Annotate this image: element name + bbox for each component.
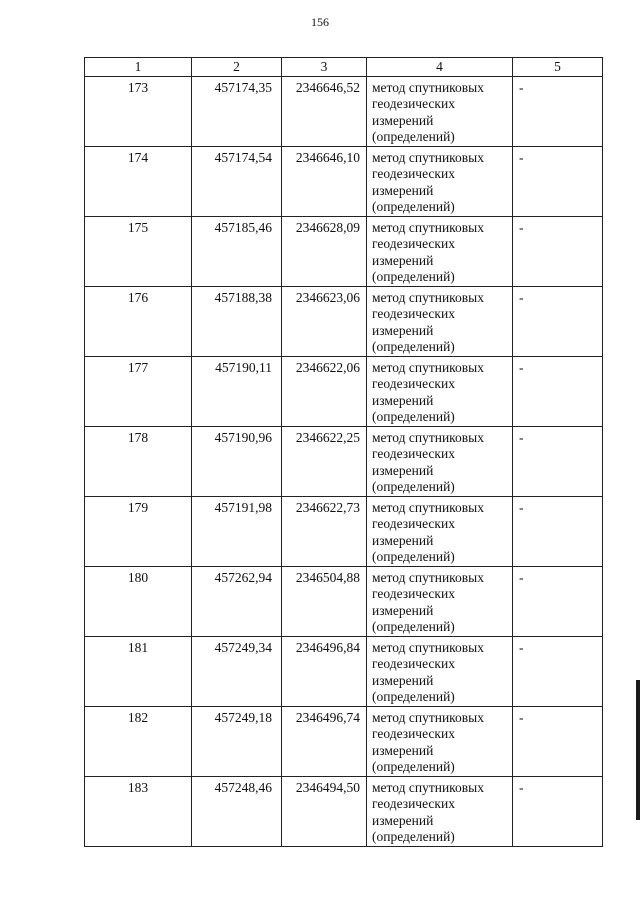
table-row [85,76,603,146]
point-number-cell: 173 [85,76,192,146]
column-header: 5 [513,58,603,77]
note-cell: - [513,356,603,426]
method-text: метод спутниковых геодезических измерений (определений) [372,709,484,774]
method-cell [367,76,513,146]
table-row [85,706,603,776]
point-number-cell: 178 [85,426,192,496]
method-text: метод спутниковых геодезических измерений (определений) [372,219,484,284]
x-coordinate-cell: 457190,11 [192,356,282,426]
x-coordinate-cell: 457249,18 [192,706,282,776]
table-row [85,216,603,286]
x-coordinate-cell: 457190,96 [192,426,282,496]
y-coordinate-cell: 2346496,74 [282,706,367,776]
method-cell [367,496,513,566]
method-text: метод спутниковых геодезических измерений (определений) [372,359,484,424]
table-row [85,286,603,356]
column-header: 3 [282,58,367,77]
table-row [85,776,603,846]
method-cell [367,216,513,286]
x-coordinate-cell: 457174,35 [192,76,282,146]
column-header: 2 [192,58,282,77]
point-number-cell: 181 [85,636,192,706]
note-cell: - [513,636,603,706]
point-number-cell: 176 [85,286,192,356]
y-coordinate-cell: 2346628,09 [282,216,367,286]
y-coordinate-cell: 2346494,50 [282,776,367,846]
method-text: метод спутниковых геодезических измерений (определений) [372,429,484,494]
point-number-cell: 177 [85,356,192,426]
method-cell [367,426,513,496]
note-cell: - [513,216,603,286]
y-coordinate-cell: 2346504,88 [282,566,367,636]
method-text: метод спутниковых геодезических измерений (определений) [372,289,484,354]
method-cell [367,286,513,356]
table-header-row [85,58,603,77]
page-number: 156 [311,15,329,29]
note-cell: - [513,496,603,566]
note-cell: - [513,76,603,146]
table-row [85,566,603,636]
method-cell [367,356,513,426]
method-text: метод спутниковых геодезических измерений (определений) [372,639,484,704]
y-coordinate-cell: 2346622,06 [282,356,367,426]
column-header: 4 [367,58,513,77]
note-cell: - [513,706,603,776]
point-number-cell: 183 [85,776,192,846]
method-text: метод спутниковых геодезических измерений (определений) [372,779,484,844]
method-text: метод спутниковых геодезических измерений (определений) [372,569,484,634]
note-cell: - [513,286,603,356]
coordinates-table [84,57,603,847]
y-coordinate-cell: 2346646,10 [282,146,367,216]
y-coordinate-cell: 2346622,25 [282,426,367,496]
column-header: 1 [85,58,192,77]
point-number-cell: 174 [85,146,192,216]
note-cell: - [513,426,603,496]
x-coordinate-cell: 457174,54 [192,146,282,216]
table-row [85,146,603,216]
method-cell [367,706,513,776]
method-cell [367,566,513,636]
method-cell [367,146,513,216]
x-coordinate-cell: 457262,94 [192,566,282,636]
x-coordinate-cell: 457249,34 [192,636,282,706]
method-text: метод спутниковых геодезических измерений (определений) [372,149,484,214]
x-coordinate-cell: 457185,46 [192,216,282,286]
x-coordinate-cell: 457248,46 [192,776,282,846]
note-cell: - [513,146,603,216]
point-number-cell: 175 [85,216,192,286]
x-coordinate-cell: 457191,98 [192,496,282,566]
method-text: метод спутниковых геодезических измерений (определений) [372,79,484,144]
y-coordinate-cell: 2346623,06 [282,286,367,356]
y-coordinate-cell: 2346496,84 [282,636,367,706]
table-row [85,636,603,706]
x-coordinate-cell: 457188,38 [192,286,282,356]
note-cell: - [513,776,603,846]
table-row [85,426,603,496]
point-number-cell: 180 [85,566,192,636]
note-cell: - [513,566,603,636]
method-text: метод спутниковых геодезических измерений (определений) [372,499,484,564]
scan-edge-mark [636,680,640,820]
method-cell [367,636,513,706]
y-coordinate-cell: 2346646,52 [282,76,367,146]
point-number-cell: 182 [85,706,192,776]
point-number-cell: 179 [85,496,192,566]
method-cell [367,776,513,846]
table-row [85,496,603,566]
y-coordinate-cell: 2346622,73 [282,496,367,566]
table-row [85,356,603,426]
